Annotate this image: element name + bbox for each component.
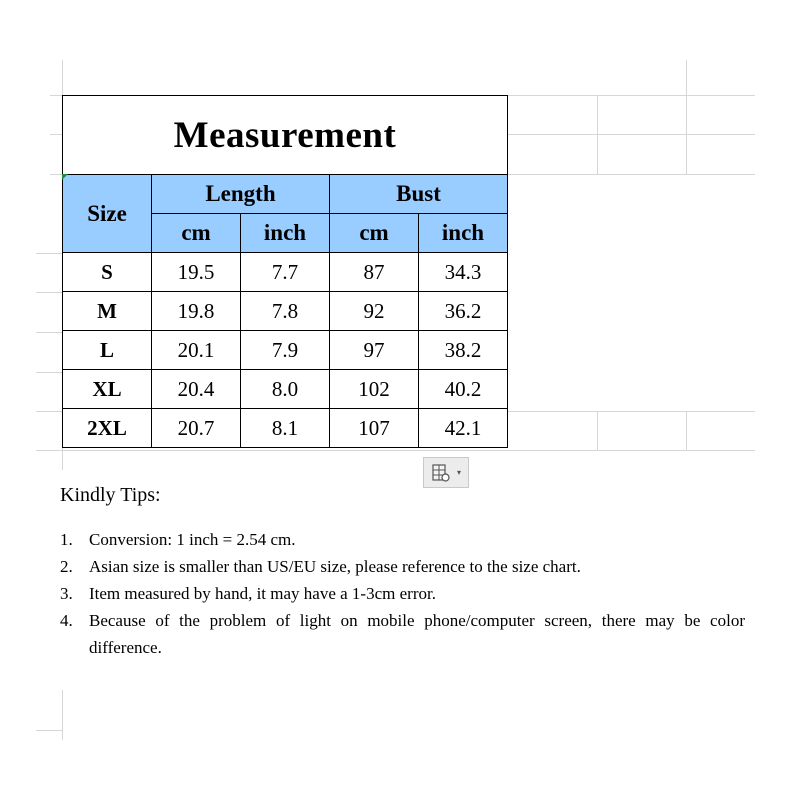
length-cm-cell[interactable]: 19.8 <box>152 292 241 331</box>
bust-group-header[interactable]: Bust <box>330 175 508 214</box>
tip-number: 2. <box>60 557 73 576</box>
bust-cm-cell[interactable]: 92 <box>330 292 419 331</box>
table-row <box>63 331 508 370</box>
tip-text: Item measured by hand, it may have a 1-3cm error. <box>89 584 436 603</box>
grid-line <box>686 411 687 451</box>
paste-options-icon <box>431 463 451 483</box>
size-cell[interactable]: XL <box>63 370 152 409</box>
bust-inch-cell[interactable]: 34.3 <box>419 253 508 292</box>
cell-comment-marker <box>62 174 68 180</box>
length-inch-cell[interactable]: 7.7 <box>241 253 330 292</box>
grid-line <box>686 60 687 175</box>
length-cm-cell[interactable]: 20.1 <box>152 331 241 370</box>
length-inch-cell[interactable]: 7.9 <box>241 331 330 370</box>
list-item <box>60 607 745 661</box>
tip-text: Because of the problem of light on mobile phone/computer screen, there may be color difference. <box>89 611 745 657</box>
size-cell[interactable]: 2XL <box>63 409 152 448</box>
length-cm-header[interactable]: cm <box>152 214 241 253</box>
bust-inch-cell[interactable]: 40.2 <box>419 370 508 409</box>
bust-cm-cell[interactable]: 87 <box>330 253 419 292</box>
size-chart-table <box>62 95 508 448</box>
bust-cm-cell[interactable]: 102 <box>330 370 419 409</box>
grid-line <box>36 292 62 293</box>
bust-inch-cell[interactable]: 38.2 <box>419 331 508 370</box>
grid-line <box>597 411 598 451</box>
bust-inch-cell[interactable]: 36.2 <box>419 292 508 331</box>
tip-number: 3. <box>60 584 73 603</box>
bust-inch-header[interactable]: inch <box>419 214 508 253</box>
bust-cm-cell[interactable]: 107 <box>330 409 419 448</box>
table-title[interactable]: Measurement <box>63 96 508 175</box>
paste-options-button[interactable] <box>423 457 469 488</box>
length-inch-header[interactable]: inch <box>241 214 330 253</box>
size-column-header[interactable]: Size <box>63 175 152 253</box>
grid-line <box>36 332 62 333</box>
grid-line <box>597 95 598 175</box>
list-item <box>60 553 745 580</box>
table-row <box>63 370 508 409</box>
bust-inch-cell[interactable]: 42.1 <box>419 409 508 448</box>
length-cm-cell[interactable]: 20.4 <box>152 370 241 409</box>
table-row <box>63 253 508 292</box>
list-item <box>60 580 745 607</box>
length-cm-cell[interactable]: 19.5 <box>152 253 241 292</box>
chevron-down-icon: ▾ <box>456 468 461 477</box>
size-cell[interactable]: L <box>63 331 152 370</box>
bust-cm-cell[interactable]: 97 <box>330 331 419 370</box>
length-inch-cell[interactable]: 8.1 <box>241 409 330 448</box>
grid-line <box>36 253 62 254</box>
table-row <box>63 409 508 448</box>
grid-line <box>36 730 62 731</box>
size-cell[interactable]: M <box>63 292 152 331</box>
tip-number: 4. <box>60 611 73 630</box>
tip-text: Conversion: 1 inch = 2.54 cm. <box>89 530 296 549</box>
length-group-header[interactable]: Length <box>152 175 330 214</box>
tips-heading: Kindly Tips: <box>60 484 161 506</box>
list-item <box>60 526 745 553</box>
length-inch-cell[interactable]: 7.8 <box>241 292 330 331</box>
grid-line <box>36 450 755 451</box>
table-row <box>63 292 508 331</box>
grid-line <box>62 690 63 740</box>
tip-text: Asian size is smaller than US/EU size, please reference to the size chart. <box>89 557 581 576</box>
tip-number: 1. <box>60 530 73 549</box>
length-cm-cell[interactable]: 20.7 <box>152 409 241 448</box>
size-cell[interactable]: S <box>63 253 152 292</box>
tips-list <box>60 526 745 661</box>
length-inch-cell[interactable]: 8.0 <box>241 370 330 409</box>
grid-line <box>36 372 62 373</box>
bust-cm-header[interactable]: cm <box>330 214 419 253</box>
